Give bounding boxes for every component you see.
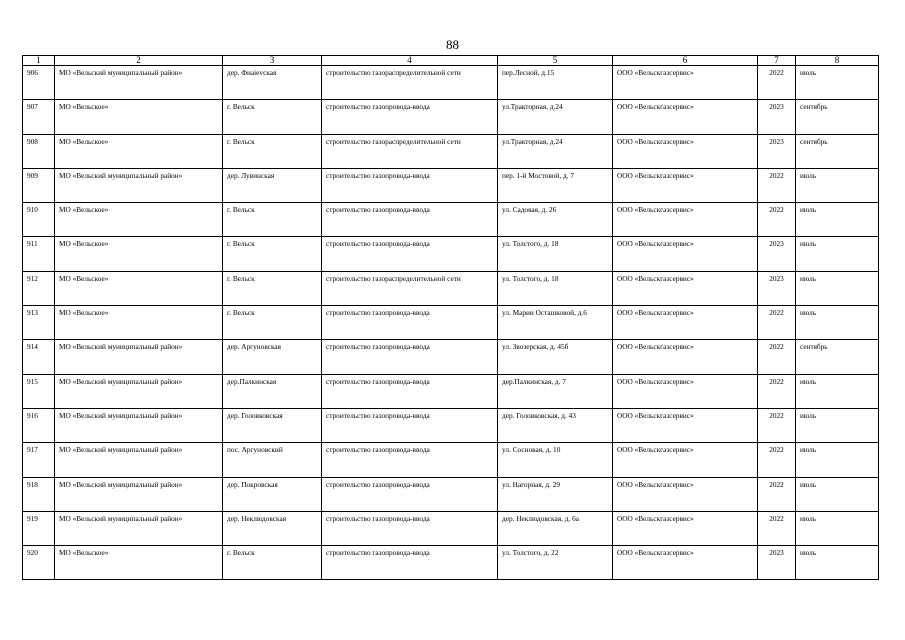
work-type-cell: строительство газопровода-ввода [322,203,498,237]
year-cell: 2022 [758,203,796,237]
column-number-1: 1 [23,56,55,66]
column-number-row [23,56,879,66]
address-cell: ул. Сосновая, д. 10 [498,443,613,477]
year-cell: 2023 [758,546,796,580]
settlement-cell: г. Вельск [223,100,322,134]
row-number-cell: 906 [23,66,55,100]
table-row [23,443,879,477]
municipality-cell: МО «Вельский муниципальный район» [55,66,223,100]
settlement-cell: дер. Покровская [223,477,322,511]
contractor-cell: ООО «Вельскгазсервис» [613,374,758,408]
municipality-cell: МО «Вельский муниципальный район» [55,340,223,374]
column-number-4: 4 [322,56,498,66]
column-number-2: 2 [55,56,223,66]
row-number-cell: 908 [23,134,55,168]
row-number-cell: 917 [23,443,55,477]
contractor-cell: ООО «Вельскгазсервис» [613,134,758,168]
table-row [23,546,879,580]
contractor-cell: ООО «Вельскгазсервис» [613,100,758,134]
table-row [23,271,879,305]
address-cell: ул. Толстого, д. 18 [498,271,613,305]
settlement-cell: г. Вельск [223,306,322,340]
address-cell: ул. Толстого, д. 22 [498,546,613,580]
row-number-cell: 918 [23,477,55,511]
row-number-cell: 909 [23,168,55,202]
contractor-cell: ООО «Вельскгазсервис» [613,443,758,477]
work-type-cell: строительство газораспределительной сети [322,271,498,305]
municipality-cell: МО «Вельское» [55,100,223,134]
work-type-cell: строительство газопровода-ввода [322,100,498,134]
address-cell: ул. Нагорная, д. 29 [498,477,613,511]
year-cell: 2022 [758,168,796,202]
address-cell: ул. Толстого, д. 18 [498,237,613,271]
contractor-cell: ООО «Вельскгазсервис» [613,477,758,511]
settlement-cell: пос. Аргуновский [223,443,322,477]
row-number-cell: 916 [23,408,55,442]
year-cell: 2022 [758,443,796,477]
municipality-cell: МО «Вельское» [55,203,223,237]
work-type-cell: строительство газопровода-ввода [322,408,498,442]
contractor-cell: ООО «Вельскгазсервис» [613,168,758,202]
table-row [23,408,879,442]
address-cell: пер. 1-й Мостовой, д. 7 [498,168,613,202]
month-cell: июль [796,477,879,511]
work-type-cell: строительство газопровода-ввода [322,306,498,340]
year-cell: 2022 [758,374,796,408]
work-type-cell: строительство газораспределительной сети [322,134,498,168]
year-cell: 2023 [758,100,796,134]
municipality-cell: МО «Вельское» [55,546,223,580]
contractor-cell: ООО «Вельскгазсервис» [613,546,758,580]
municipality-cell: МО «Вельский муниципальный район» [55,408,223,442]
year-cell: 2023 [758,134,796,168]
month-cell: июль [796,203,879,237]
month-cell: сентябрь [796,340,879,374]
address-cell: ул. Звозерская, д. 45б [498,340,613,374]
year-cell: 2023 [758,237,796,271]
column-number-8: 8 [796,56,879,66]
page-number: 88 [446,37,459,52]
settlement-cell: г. Вельск [223,203,322,237]
work-type-cell: строительство газопровода-ввода [322,511,498,545]
address-cell: ул. Марии Осташковой, д.6 [498,306,613,340]
settlement-cell: г. Вельск [223,546,322,580]
year-cell: 2023 [758,271,796,305]
column-number-6: 6 [613,56,758,66]
settlement-cell: дер. Фиаievская [223,66,322,100]
month-cell: сентябрь [796,134,879,168]
month-cell: июль [796,306,879,340]
contractor-cell: ООО «Вельскгазсервис» [613,408,758,442]
table-row [23,168,879,202]
column-number-5: 5 [498,56,613,66]
contractor-cell: ООО «Вельскгазсервис» [613,511,758,545]
address-cell: ул.Тракторная, д.24 [498,134,613,168]
row-number-cell: 919 [23,511,55,545]
month-cell: июль [796,271,879,305]
column-number-7: 7 [758,56,796,66]
month-cell: сентябрь [796,100,879,134]
table-row [23,134,879,168]
row-number-cell: 920 [23,546,55,580]
work-type-cell: строительство газопровода-ввода [322,168,498,202]
municipality-cell: МО «Вельское» [55,134,223,168]
year-cell: 2022 [758,306,796,340]
table-row [23,237,879,271]
month-cell: июль [796,511,879,545]
row-number-cell: 912 [23,271,55,305]
table-row [23,100,879,134]
row-number-cell: 913 [23,306,55,340]
municipality-cell: МО «Вельское» [55,271,223,305]
settlement-cell: г. Вельск [223,237,322,271]
year-cell: 2022 [758,66,796,100]
row-number-cell: 907 [23,100,55,134]
address-cell: дер. Неклюдовская, д. 6а [498,511,613,545]
contractor-cell: ООО «Вельскгазсервис» [613,203,758,237]
settlement-cell: дер. Неклюдовская [223,511,322,545]
table-row [23,203,879,237]
year-cell: 2022 [758,408,796,442]
row-number-cell: 914 [23,340,55,374]
contractor-cell: ООО «Вельскгазсервис» [613,66,758,100]
settlement-cell: г. Вельск [223,134,322,168]
work-type-cell: строительство газопровода-ввода [322,477,498,511]
settlement-cell: дер. Лувинская [223,168,322,202]
address-cell: ул.Тракторная, д.24 [498,100,613,134]
row-number-cell: 915 [23,374,55,408]
municipality-cell: МО «Вельский муниципальный район» [55,168,223,202]
municipality-cell: МО «Вельский муниципальный район» [55,511,223,545]
month-cell: июль [796,408,879,442]
work-type-cell: строительство газопровода-ввода [322,340,498,374]
municipality-cell: МО «Вельский муниципальный район» [55,374,223,408]
table-row [23,306,879,340]
month-cell: июль [796,443,879,477]
year-cell: 2022 [758,477,796,511]
settlement-cell: дер. Головковская [223,408,322,442]
table-row [23,66,879,100]
municipality-cell: МО «Вельское» [55,237,223,271]
month-cell: июль [796,374,879,408]
address-cell: дер. Головковская, д. 43 [498,408,613,442]
settlement-cell: дер. Аргуновская [223,340,322,374]
table-row [23,511,879,545]
month-cell: июль [796,66,879,100]
municipality-cell: МО «Вельский муниципальный район» [55,477,223,511]
year-cell: 2022 [758,511,796,545]
contractor-cell: ООО «Вельскгазсервис» [613,306,758,340]
address-cell: дер.Палкинская, д. 7 [498,374,613,408]
contractor-cell: ООО «Вельскгазсервис» [613,271,758,305]
year-cell: 2022 [758,340,796,374]
work-type-cell: строительство газопровода-ввода [322,443,498,477]
municipality-cell: МО «Вельский муниципальный район» [55,443,223,477]
column-number-3: 3 [223,56,322,66]
work-type-cell: строительство газораспределительной сети [322,66,498,100]
table-row [23,340,879,374]
work-type-cell: строительство газопровода-ввода [322,374,498,408]
address-cell: ул. Садовая, д. 26 [498,203,613,237]
settlement-cell: г. Вельск [223,271,322,305]
contractor-cell: ООО «Вельскгазсервис» [613,237,758,271]
month-cell: июль [796,546,879,580]
month-cell: июль [796,237,879,271]
registry-table [22,55,879,580]
work-type-cell: строительство газопровода-ввода [322,546,498,580]
row-number-cell: 910 [23,203,55,237]
table-row [23,477,879,511]
address-cell: пер.Лесной, д.15 [498,66,613,100]
month-cell: июль [796,168,879,202]
row-number-cell: 911 [23,237,55,271]
contractor-cell: ООО «Вельскгазсервис» [613,340,758,374]
settlement-cell: дер.Палкинская [223,374,322,408]
work-type-cell: строительство газопровода-ввода [322,237,498,271]
table-row [23,374,879,408]
municipality-cell: МО «Вельское» [55,306,223,340]
